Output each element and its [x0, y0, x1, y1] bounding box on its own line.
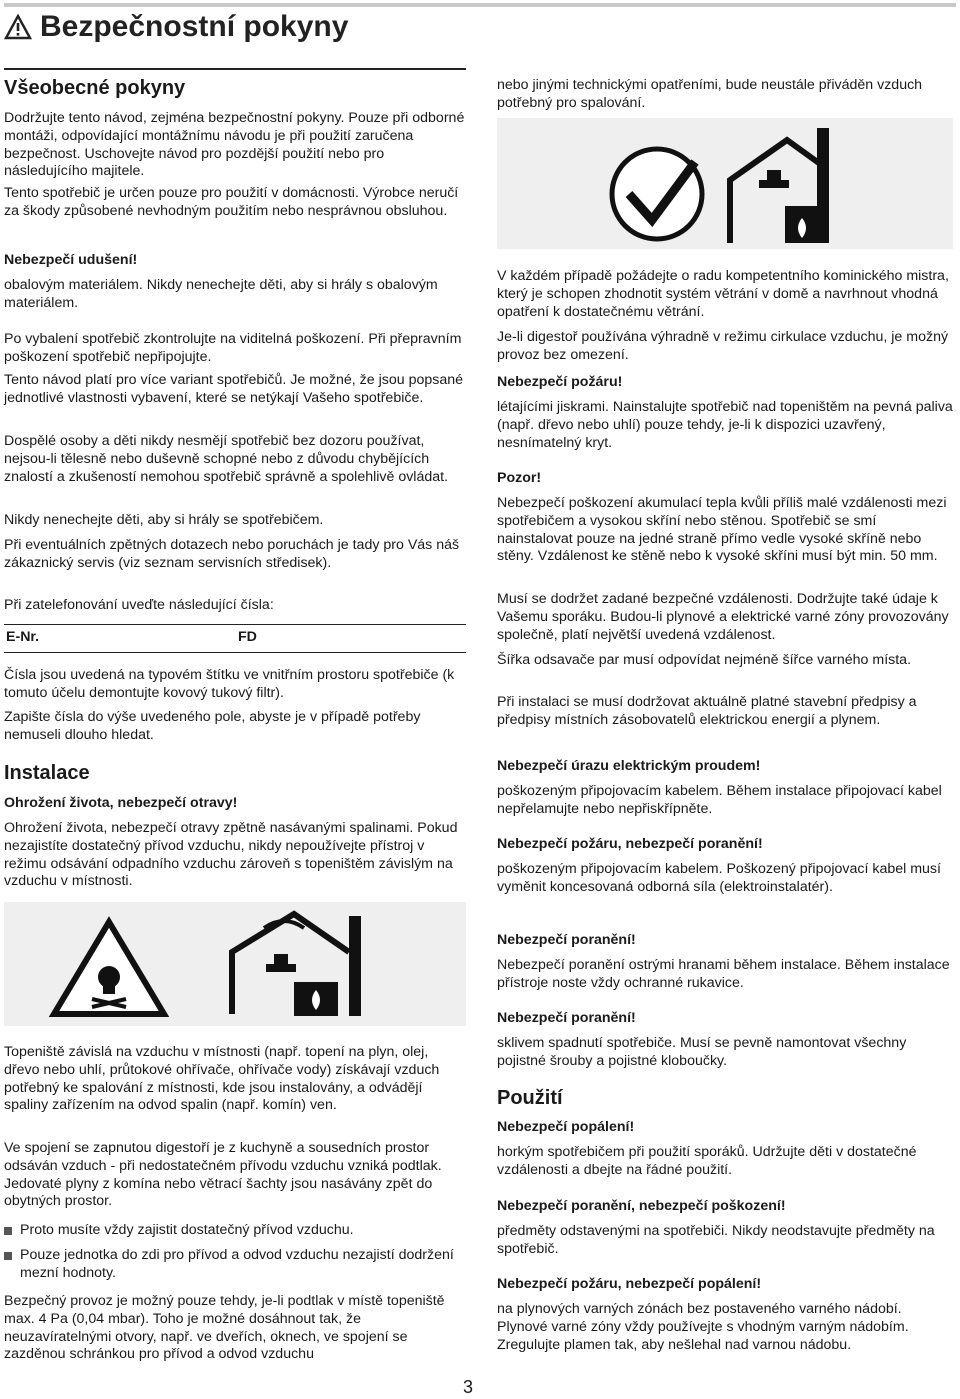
heading-general: Všeobecné pokyny	[4, 77, 186, 99]
bullet-text: Pouze jednotka do zdi pro přívod a odvod vzduchu nezajistí dodržení mezní hodnoty.	[20, 1247, 454, 1281]
paragraph: Nebezpečí poranění ostrými hranami během instalace. Během instalace přístroje noste vždy ochranné rukavice.	[497, 957, 950, 991]
paragraph: na plynových varných zónách bez postaveného varného nádobí. Plynové varné zóny vždy používejte s vhodným varným nádobím. Zregulujte plamen tak, aby nešlehal nad varnou nádobu.	[497, 1301, 909, 1353]
bullet-item	[4, 1222, 466, 1240]
warning-burn: Nebezpečí popálení!	[497, 1119, 635, 1135]
bullet-square-icon	[4, 1252, 12, 1260]
paragraph: Topeniště závislá na vzduchu v místnosti (např. topení na plyn, olej, dřevo nebo uhlí, průtokové ohřívače, ohřívače vody) získávají vzduch potřebný ke spalování z místnosti, kde jsou instalovány, a odvádějí spaliny zařízením na odvod spalin (např. komín) ven.	[4, 1044, 440, 1114]
bullet-square-icon	[4, 1227, 12, 1235]
paragraph: Ohrožení života, nebezpečí otravy zpětně nasávanými spalinami. Pokud nezajistíte dostatečný přívod vzduchu, nikdy nepoužívejte přístroj v režimu odsávání odpadního vzduchu zároveň s topeništěm závislým na vzduchu v místnosti.	[4, 820, 458, 890]
warning-shock: Nebezpečí úrazu elektrickým proudem!	[497, 758, 761, 774]
warning-fire: Nebezpečí požáru!	[497, 374, 623, 390]
section-rule	[4, 68, 466, 70]
paragraph: Bezpečný provoz je možný pouze tehdy, je-li podtlak v místě topeniště max. 4 Pa (0,04 mbar). Toho je možné dosáhnout tak, že neuzavíratelnými otvory, např. ve dveřích, oknech, ve spojení se zazděnou schránkou pro přívod a odvod vzduchu	[4, 1293, 445, 1363]
warning-fire-burn: Nebezpečí požáru, nebezpečí popálení!	[497, 1276, 762, 1292]
paragraph: Dodržujte tento návod, zejména bezpečnostní pokyny. Pouze při odborné montáži, odpovídající montážnímu návodu je při použití zaručena bezpečnost. Uschovejte návod pro pozdější použití nebo pro následujícího majitele.	[4, 110, 465, 180]
warning-injury: Nebezpečí poranění!	[497, 932, 636, 948]
paragraph: létajícími jiskrami. Nainstalujte spotřebič nad topeništěm na pevná paliva (např. dřevo nebo uhlí) pouze tehdy, je-li k dispozici uzavřený, nesnímatelný kryt.	[497, 399, 953, 451]
paragraph: Čísla jsou uvedená na typovém štítku ve vnitřním prostoru spotřebiče (k tomuto účelu demontujte kovový tukový filtr).	[4, 667, 455, 701]
enr-label: E-Nr.	[6, 629, 40, 645]
fd-label: FD	[238, 629, 257, 645]
warning-injury-damage: Nebezpečí poranění, nebezpečí poškození!	[497, 1198, 786, 1214]
page-number: 3	[463, 1377, 474, 1397]
warning-fire-injury: Nebezpečí požáru, nebezpečí poranění!	[497, 836, 763, 852]
paragraph: Zapište čísla do výše uvedeného pole, abyste je v případě potřeby nemuseli dlouho hledat.	[4, 709, 421, 743]
paragraph: Při instalaci se musí dodržovat aktuálně platné stavební předpisy a předpisy místních zásobovatelů elektrickou energií a plynem.	[497, 694, 917, 728]
page-title-text: Bezpečnostní pokyny	[40, 10, 349, 43]
enr-rule-top	[4, 624, 466, 625]
paragraph: poškozeným připojovacím kabelem. Během instalace připojovací kabel nepřelamujte nebo nepřiskřípněte.	[497, 783, 942, 817]
paragraph: Nebezpečí poškození akumulací tepla kvůli příliš malé vzdálenosti mezi spotřebičem a vysokou skříní nebo stěnou. Spotřebič se smí nainstalovat pouze na jedné straně přímo vedle vysoké skříně nebo stěny. Vzdálenost ke stěně nebo k vysoké skříni musí být min. 50 mm.	[497, 495, 947, 565]
paragraph: Je-li digestoř používána výhradně v režimu cirkulace vzduchu, je možný provoz bez omezení.	[497, 329, 949, 363]
warning-injury: Nebezpečí poranění!	[497, 1010, 636, 1026]
warning-triangle-icon	[4, 14, 32, 40]
paragraph: nebo jinými technickými opatřeními, bude neustále přiváděn vzduch potřebný pro spalování.	[497, 77, 923, 111]
paragraph: Dospělé osoby a děti nikdy nesmějí spotřebič bez dozoru používat, nejsou-li tělesně nebo duševně schopné nebo z důvodu chybějících znalostí a zkušeností nemohou spotřebič správně a spolehlivě ovládat.	[4, 433, 449, 485]
paragraph: V každém případě požádejte o radu kompetentního kominického mistra, který je schopen zhodnotit systém větrání v domě a navrhnout vhodná opatření k dostatečnému větrání.	[497, 268, 949, 320]
paragraph: Nikdy nenechejte děti, aby si hrály se spotřebičem.	[4, 512, 324, 528]
heading-use: Použití	[497, 1087, 563, 1109]
warning-suffocation: Nebezpečí udušení!	[4, 252, 138, 268]
illustration-danger	[4, 902, 466, 1026]
paragraph: Tento návod platí pro více variant spotřebičů. Je možné, že jsou popsané jednotlivé vlastnosti vybavení, které se netýkají Vašeho spotřebiče.	[4, 372, 464, 406]
paragraph: sklivem spadnutí spotřebiče. Musí se pevně namontovat všechny pojistné šrouby a pojistné kloboučky.	[497, 1035, 907, 1069]
warning-caution: Pozor!	[497, 470, 542, 486]
paragraph: Šířka odsavače par musí odpovídat nejméně šířce varného místa.	[497, 652, 912, 668]
paragraph: Při eventuálních zpětných dotazech nebo poruchách je tady pro Vás náš zákaznický servis (viz seznam servisních středisek).	[4, 537, 460, 571]
paragraph: Při zatelefonování uveďte následující čísla:	[4, 597, 274, 613]
enr-rule-bottom	[4, 652, 466, 653]
paragraph: Tento spotřebič je určen pouze pro použití v domácnosti. Výrobce neručí za škody způsobené nevhodným použitím nebo nesprávnou obsluhou.	[4, 185, 459, 219]
paragraph: Po vybalení spotřebič zkontrolujte na viditelná poškození. Při přepravním poškození spotřebič nepřipojujte.	[4, 331, 462, 365]
header-rule	[4, 3, 956, 7]
paragraph: Ve spojení se zapnutou digestoří je z kuchyně a sousedních prostor odsáván vzduch - při nedostatečném přívodu vzduchu vzniká podtlak. Jedovaté plyny z komína nebo větrací šachty jsou nasávány zpět do obytných prostor.	[4, 1140, 442, 1210]
paragraph: horkým spotřebičem při použití sporáků. Udržujte děti v dostatečné vzdálenosti a dbejte na řádné použití.	[497, 1144, 917, 1178]
bullet-item	[4, 1247, 466, 1283]
page-title	[4, 10, 348, 44]
bullet-text: Proto musíte vždy zajistit dostatečný přívod vzduchu.	[20, 1222, 354, 1238]
paragraph: Musí se dodržet zadané bezpečné vzdálenosti. Dodržujte také údaje k Vašemu sporáku. Budou-li plynové a elektrické varné zóny provozovány společně, platí největší uvedená vzdálenost.	[497, 591, 949, 643]
paragraph: předměty odstavenými na spotřebiči. Nikdy neodstavujte předměty na spotřebič.	[497, 1223, 935, 1257]
illustration-correct	[497, 118, 953, 249]
heading-install: Instalace	[4, 762, 90, 784]
paragraph: obalovým materiálem. Nikdy nenechejte děti, aby si hrály s obalovým materiálem.	[4, 277, 438, 311]
paragraph: poškozeným připojovacím kabelem. Poškozený připojovací kabel musí vyměnit koncesovaná odborná síla (elektroinstalatér).	[497, 861, 941, 895]
warning-life: Ohrožení života, nebezpečí otravy!	[4, 795, 238, 811]
